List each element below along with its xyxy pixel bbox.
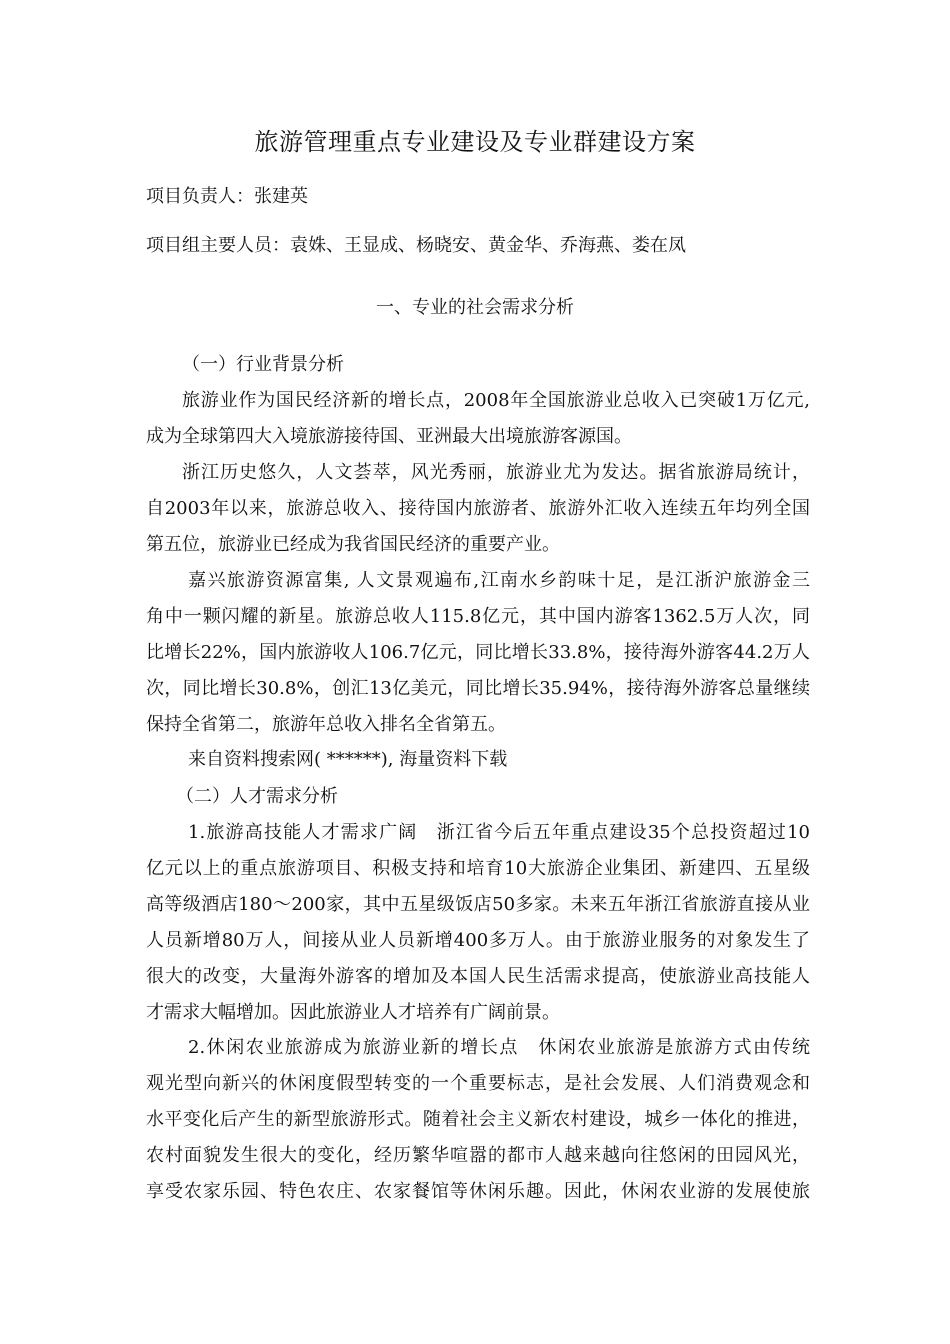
paragraph-jiaxing — [146, 563, 810, 743]
paragraph-line: 亿元以上的重点旅游项目、积极支持和培育10大旅游企业集团、新建四、五星级 — [146, 858, 810, 879]
project-members: 项目组主要人员：袁姝、王显成、杨晓安、黄金华、乔海燕、娄在凤 — [146, 235, 686, 256]
paragraph-line: 次，同比增长30.8%，创汇13亿美元，同比增长35.94%，接待海外游客总量继续 — [146, 678, 810, 699]
paragraph-line: 人员新增80万人，间接从业人员新增400多万人。由于旅游业服务的对象发生了 — [146, 930, 810, 951]
paragraph-line: 保持全省第二，旅游年总收入排名全省第五。 — [146, 714, 506, 735]
paragraph-line: 旅游业作为国民经济新的增长点，2008年全国旅游业总收入已突破1万亿元, — [182, 390, 810, 411]
paragraph-line: 1.旅游高技能人才需求广阔 浙江省今后五年重点建设35个总投资超过10 — [188, 822, 810, 843]
subsection-heading-1: （一）行业背景分析 — [182, 354, 344, 375]
paragraph-line: 嘉兴旅游资源富集, 人文景观遍布,江南水乡韵味十足，是江浙沪旅游金三 — [188, 570, 810, 591]
paragraph-talent-demand — [146, 815, 810, 1031]
paragraph-line: 才需求大幅增加。因此旅游业人才培养有广阔前景。 — [146, 1002, 560, 1023]
paragraph-leisure-agriculture — [146, 1030, 810, 1210]
paragraph-line: 享受农家乐园、特色农庄、农家餐馆等休闲乐趣。因此，休闲农业游的发展使旅 — [146, 1181, 810, 1202]
paragraph-line: 很大的改变，大量海外游客的增加及本国人民生活需求提高，使旅游业高技能人 — [146, 966, 810, 987]
source-note: 来自资料搜索网( ******), 海量资料下载 — [188, 749, 508, 770]
paragraph-industry-growth — [146, 383, 810, 455]
section-heading-1: 一、专业的社会需求分析 — [376, 297, 574, 318]
paragraph-line: 自2003年以来，旅游总收入、接待国内旅游者、旅游外汇收入连续五年均列全国 — [146, 498, 810, 519]
paragraph-line: 第五位，旅游业已经成为我省国民经济的重要产业。 — [146, 534, 560, 555]
paragraph-line: 农村面貌发生很大的变化，经历繁华喧嚣的都市人越来越向往悠闲的田园风光， — [146, 1145, 810, 1166]
subsection-heading-2: （二）人才需求分析 — [176, 786, 338, 807]
paragraph-line: 成为全球第四大入境旅游接待国、亚洲最大出境旅游客源国。 — [146, 426, 632, 447]
project-leader: 项目负责人：张建英 — [146, 186, 308, 207]
paragraph-zhejiang — [146, 455, 810, 563]
paragraph-line: 高等级酒店180～200家，其中五星级饭店50多家。未来五年浙江省旅游直接从业 — [146, 894, 810, 915]
paragraph-line: 浙江历史悠久，人文荟萃，风光秀丽，旅游业尤为发达。据省旅游局统计， — [182, 462, 810, 483]
paragraph-line: 观光型向新兴的休闲度假型转变的一个重要标志，是社会发展、人们消费观念和 — [146, 1073, 810, 1094]
paragraph-line: 角中一颗闪耀的新星。旅游总收人115.8亿元，其中国内游客1362.5万人次，同 — [146, 606, 810, 627]
paragraph-line: 2.休闲农业旅游成为旅游业新的增长点 休闲农业旅游是旅游方式由传统 — [188, 1037, 810, 1058]
document-title: 旅游管理重点专业建设及专业群建设方案 — [254, 128, 696, 156]
paragraph-line: 比增长22%，国内旅游收人106.7亿元，同比增长33.8%，接待海外游客44.2万人 — [146, 642, 810, 663]
paragraph-line: 水平变化后产生的新型旅游形式。随着社会主义新农村建设，城乡一体化的推进， — [146, 1109, 810, 1130]
